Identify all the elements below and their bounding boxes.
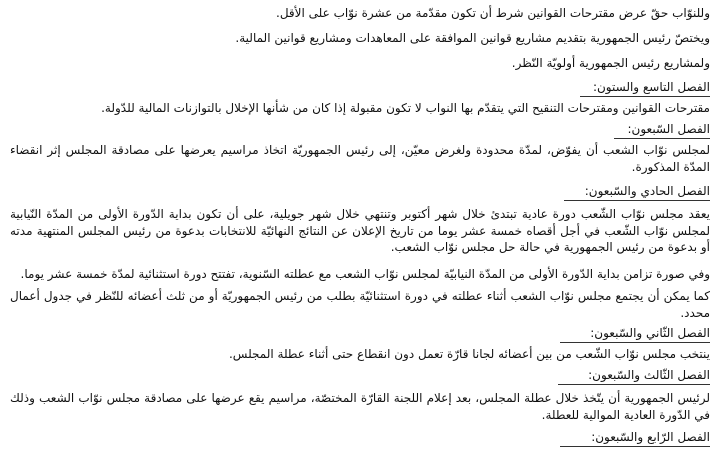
section-71-paragraph-1: يعقد مجلس نوّاب الشّعب دورة عادية تبتدئ خلال شهر أكتوبر وتنتهي خلال شهر جويلية، على أن تكون بداية الدّورة الأولى من المدّة النّيابية لمجلس نوّاب الشّعب في أجل أقصاه خمسة عشر يوما من تاريخ الإعلان عن النتائج النهائيّة للانتخابات بدعوة من رئيس المجلس المنتهية مدته أو بدعوة من رئيس الجمهورية في حالة حل مجلس نوّاب الشعب. — [10, 207, 710, 254]
section-heading-71-rule — [564, 200, 710, 201]
section-heading-69: الفصل التاسع والستون: — [592, 80, 710, 94]
section-heading-70: الفصل السّبعون: — [627, 122, 710, 136]
intro-line-3: ولمشاريع رئيس الجمهورية أولويّة النّظر. — [511, 56, 710, 70]
section-71-paragraph-3: كما يمكن أن يجتمع مجلس نوّاب الشعب أثناء عطلته في دورة استثنائيّة بطلب من رئيس الجمهوريّة أو من ثلث أعضائه للنّظر في جدول أعمال محدد. — [10, 289, 710, 320]
section-heading-70-rule — [614, 138, 710, 139]
section-71-paragraph-2: وفي صورة تزامن بداية الدّورة الأولى من المدّة النيابيّة لمجلس نوّاب الشعب مع عطلته السّنوية، تفتتح دورة استثنائية لمدّة خمسة عشر يوما. — [20, 267, 710, 281]
section-heading-74: الفصل الرّابع والسّبعون: — [591, 430, 710, 444]
section-70-paragraph-1: لمجلس نوّاب الشعب أن يفوّض، لمدّة محدودة ولغرض معيّن، إلى رئيس الجمهوريّة اتخاذ مراسيم يعرضها على مصادقة المجلس إثر انقضاء المدّة المذكورة. — [10, 143, 710, 174]
section-heading-69-rule — [580, 96, 710, 97]
section-heading-73: الفصل الثّالث والسّبعون: — [588, 368, 710, 382]
intro-line-1: وللنوّاب حقّ عرض مقترحات القوانين شرط أن تكون مقدّمة من عشرة نوّاب على الأقل. — [276, 6, 710, 20]
section-heading-73-rule — [558, 384, 710, 385]
section-heading-72: الفصل الثّاني والسّبعون: — [590, 326, 710, 340]
section-73-paragraph-1: لرئيس الجمهورية أن يتّخذ خلال عطلة المجلس، بعد إعلام اللجنة القارّة المختصّة، مراسيم يقع عرضها على مصادقة مجلس نوّاب الشعب وذلك في الدّورة العادية الموالية للعطلة. — [10, 391, 710, 422]
section-heading-71: الفصل الحادي والسّبعون: — [584, 184, 710, 198]
section-heading-74-rule — [560, 446, 710, 447]
intro-line-2: ويختصّ رئيس الجمهورية بتقديم مشاريع قوانين الموافقة على المعاهدات ومشاريع قوانين المالية. — [235, 31, 710, 45]
section-69-paragraph-1: مقترحات القوانين ومقترحات التنقيح التي يتقدّم بها النواب لا تكون مقبولة إذا كان من شأنها الإخلال بالتوازنات المالية للدّولة. — [101, 101, 710, 115]
section-72-paragraph-1: ينتخب مجلس نوّاب الشّعب من بين أعضائه لجانا قارّة تعمل دون انقطاع حتى أثناء عطلة المجلس. — [228, 347, 710, 361]
section-heading-72-rule — [560, 342, 710, 343]
